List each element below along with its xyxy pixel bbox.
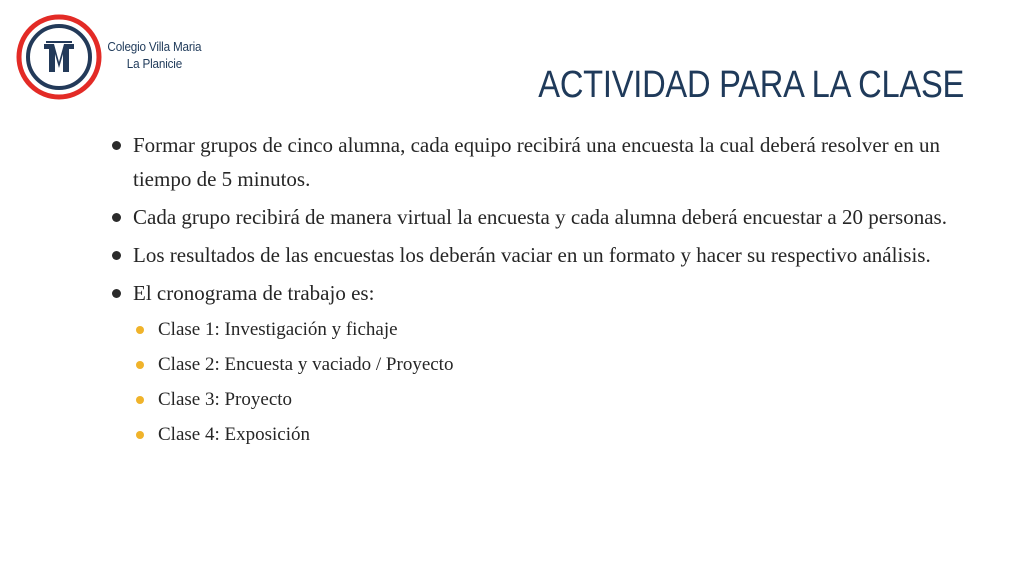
sub-bullet-dot-icon bbox=[136, 326, 144, 334]
bullet-item bbox=[110, 200, 970, 234]
bullet-dot-icon bbox=[112, 141, 121, 150]
bullet-item bbox=[110, 276, 970, 310]
schedule-text: Clase 2: Encuesta y vaciado / Proyecto bbox=[158, 354, 454, 375]
school-crest-icon bbox=[16, 14, 102, 100]
schedule-text: Clase 1: Investigación y fichaje bbox=[158, 319, 398, 340]
bullet-text: El cronograma de trabajo es: bbox=[133, 281, 375, 305]
school-logo bbox=[16, 14, 102, 100]
schedule-list bbox=[134, 312, 970, 452]
schedule-text: Clase 3: Proyecto bbox=[158, 389, 293, 410]
schedule-item bbox=[134, 417, 970, 452]
bullet-list bbox=[110, 128, 970, 310]
slide-title: ACTIVIDAD PARA LA CLASE bbox=[538, 64, 964, 106]
school-name-line1: Colegio Villa Maria bbox=[107, 39, 202, 54]
bullet-dot-icon bbox=[112, 251, 121, 260]
sub-bullet-dot-icon bbox=[136, 431, 144, 439]
bullet-text: Cada grupo recibirá de manera virtual la encuesta y cada alumna deberá encuestar a 20 personas. bbox=[133, 205, 947, 229]
bullet-dot-icon bbox=[112, 213, 121, 222]
sub-bullet-dot-icon bbox=[136, 396, 144, 404]
bullet-item bbox=[110, 238, 970, 272]
bullet-text: Los resultados de las encuestas los deberán vaciar en un formato y hacer su respectivo análisis. bbox=[133, 243, 931, 267]
school-name-line2: La Planicie bbox=[126, 56, 183, 71]
schedule-item bbox=[134, 347, 970, 382]
bullet-text: Formar grupos de cinco alumna, cada equipo recibirá una encuesta la cual deberá resolver en un tiempo de 5 minutos. bbox=[133, 133, 940, 191]
slide-content bbox=[110, 128, 970, 452]
school-name bbox=[104, 38, 205, 72]
schedule-item bbox=[134, 382, 970, 417]
bullet-item bbox=[110, 128, 970, 196]
schedule-item bbox=[134, 312, 970, 347]
bullet-dot-icon bbox=[112, 289, 121, 298]
sub-bullet-dot-icon bbox=[136, 361, 144, 369]
schedule-text: Clase 4: Exposición bbox=[158, 424, 310, 445]
